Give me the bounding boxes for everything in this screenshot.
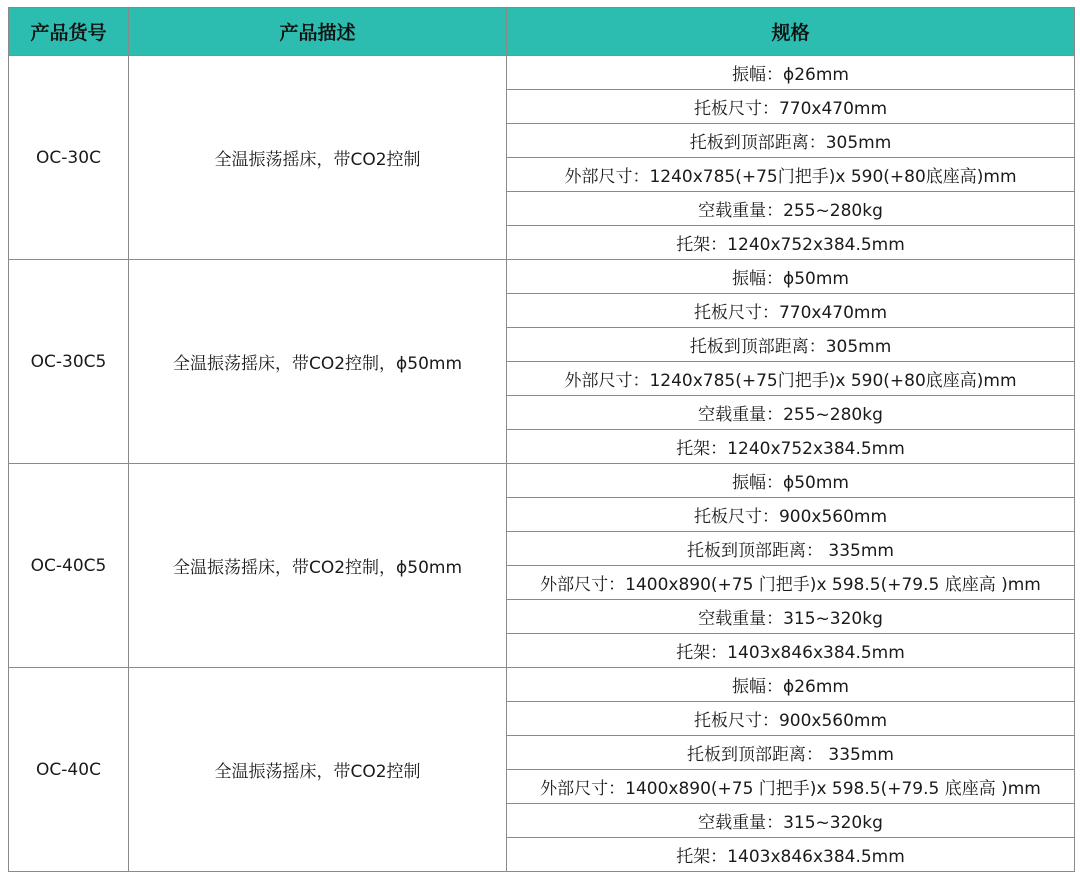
- header-product-description: 产品描述: [129, 8, 507, 56]
- spec-cell: 振幅：ϕ26mm: [507, 668, 1075, 702]
- spec-cell: 托板到顶部距离：305mm: [507, 328, 1075, 362]
- spec-cell: 托板尺寸：770x470mm: [507, 90, 1075, 124]
- table-row: [9, 260, 1075, 294]
- product-code-cell: OC-30C: [9, 56, 129, 260]
- spec-cell: 托板尺寸：770x470mm: [507, 294, 1075, 328]
- spec-cell: 托板尺寸：900x560mm: [507, 702, 1075, 736]
- spec-cell: 振幅：ϕ50mm: [507, 464, 1075, 498]
- header-specifications: 规格: [507, 8, 1075, 56]
- table-row: [9, 668, 1075, 702]
- product-description-cell: 全温振荡摇床，带CO2控制，ϕ50mm: [129, 260, 507, 464]
- spec-cell: 空载重量：255~280kg: [507, 192, 1075, 226]
- spec-cell: 托板到顶部距离： 335mm: [507, 532, 1075, 566]
- spec-cell: 托架：1403x846x384.5mm: [507, 634, 1075, 668]
- spec-cell: 托板到顶部距离： 335mm: [507, 736, 1075, 770]
- spec-cell: 空载重量：315~320kg: [507, 600, 1075, 634]
- spec-cell: 振幅：ϕ26mm: [507, 56, 1075, 90]
- header-product-code: 产品货号: [9, 8, 129, 56]
- table-row: [9, 56, 1075, 90]
- table-row: [9, 464, 1075, 498]
- spec-cell: 托架：1240x752x384.5mm: [507, 430, 1075, 464]
- product-code-cell: OC-40C5: [9, 464, 129, 668]
- product-description-cell: 全温振荡摇床，带CO2控制: [129, 56, 507, 260]
- spec-cell: 空载重量：315~320kg: [507, 804, 1075, 838]
- product-spec-table: [8, 7, 1075, 872]
- spec-cell: 托架：1403x846x384.5mm: [507, 838, 1075, 872]
- header-row: [9, 8, 1075, 56]
- spec-cell: 外部尺寸：1400x890(+75 门把手)x 598.5(+79.5 底座高 )mm: [507, 770, 1075, 804]
- spec-cell: 托架：1240x752x384.5mm: [507, 226, 1075, 260]
- product-code-cell: OC-40C: [9, 668, 129, 872]
- spec-cell: 空载重量：255~280kg: [507, 396, 1075, 430]
- table-body: [9, 56, 1075, 872]
- product-code-cell: OC-30C5: [9, 260, 129, 464]
- spec-cell: 托板尺寸：900x560mm: [507, 498, 1075, 532]
- product-description-cell: 全温振荡摇床，带CO2控制，ϕ50mm: [129, 464, 507, 668]
- spec-cell: 振幅：ϕ50mm: [507, 260, 1075, 294]
- spec-cell: 外部尺寸：1240x785(+75门把手)x 590(+80底座高)mm: [507, 158, 1075, 192]
- spec-cell: 外部尺寸：1400x890(+75 门把手)x 598.5(+79.5 底座高 )mm: [507, 566, 1075, 600]
- spec-cell: 外部尺寸：1240x785(+75门把手)x 590(+80底座高)mm: [507, 362, 1075, 396]
- product-description-cell: 全温振荡摇床，带CO2控制: [129, 668, 507, 872]
- spec-cell: 托板到顶部距离：305mm: [507, 124, 1075, 158]
